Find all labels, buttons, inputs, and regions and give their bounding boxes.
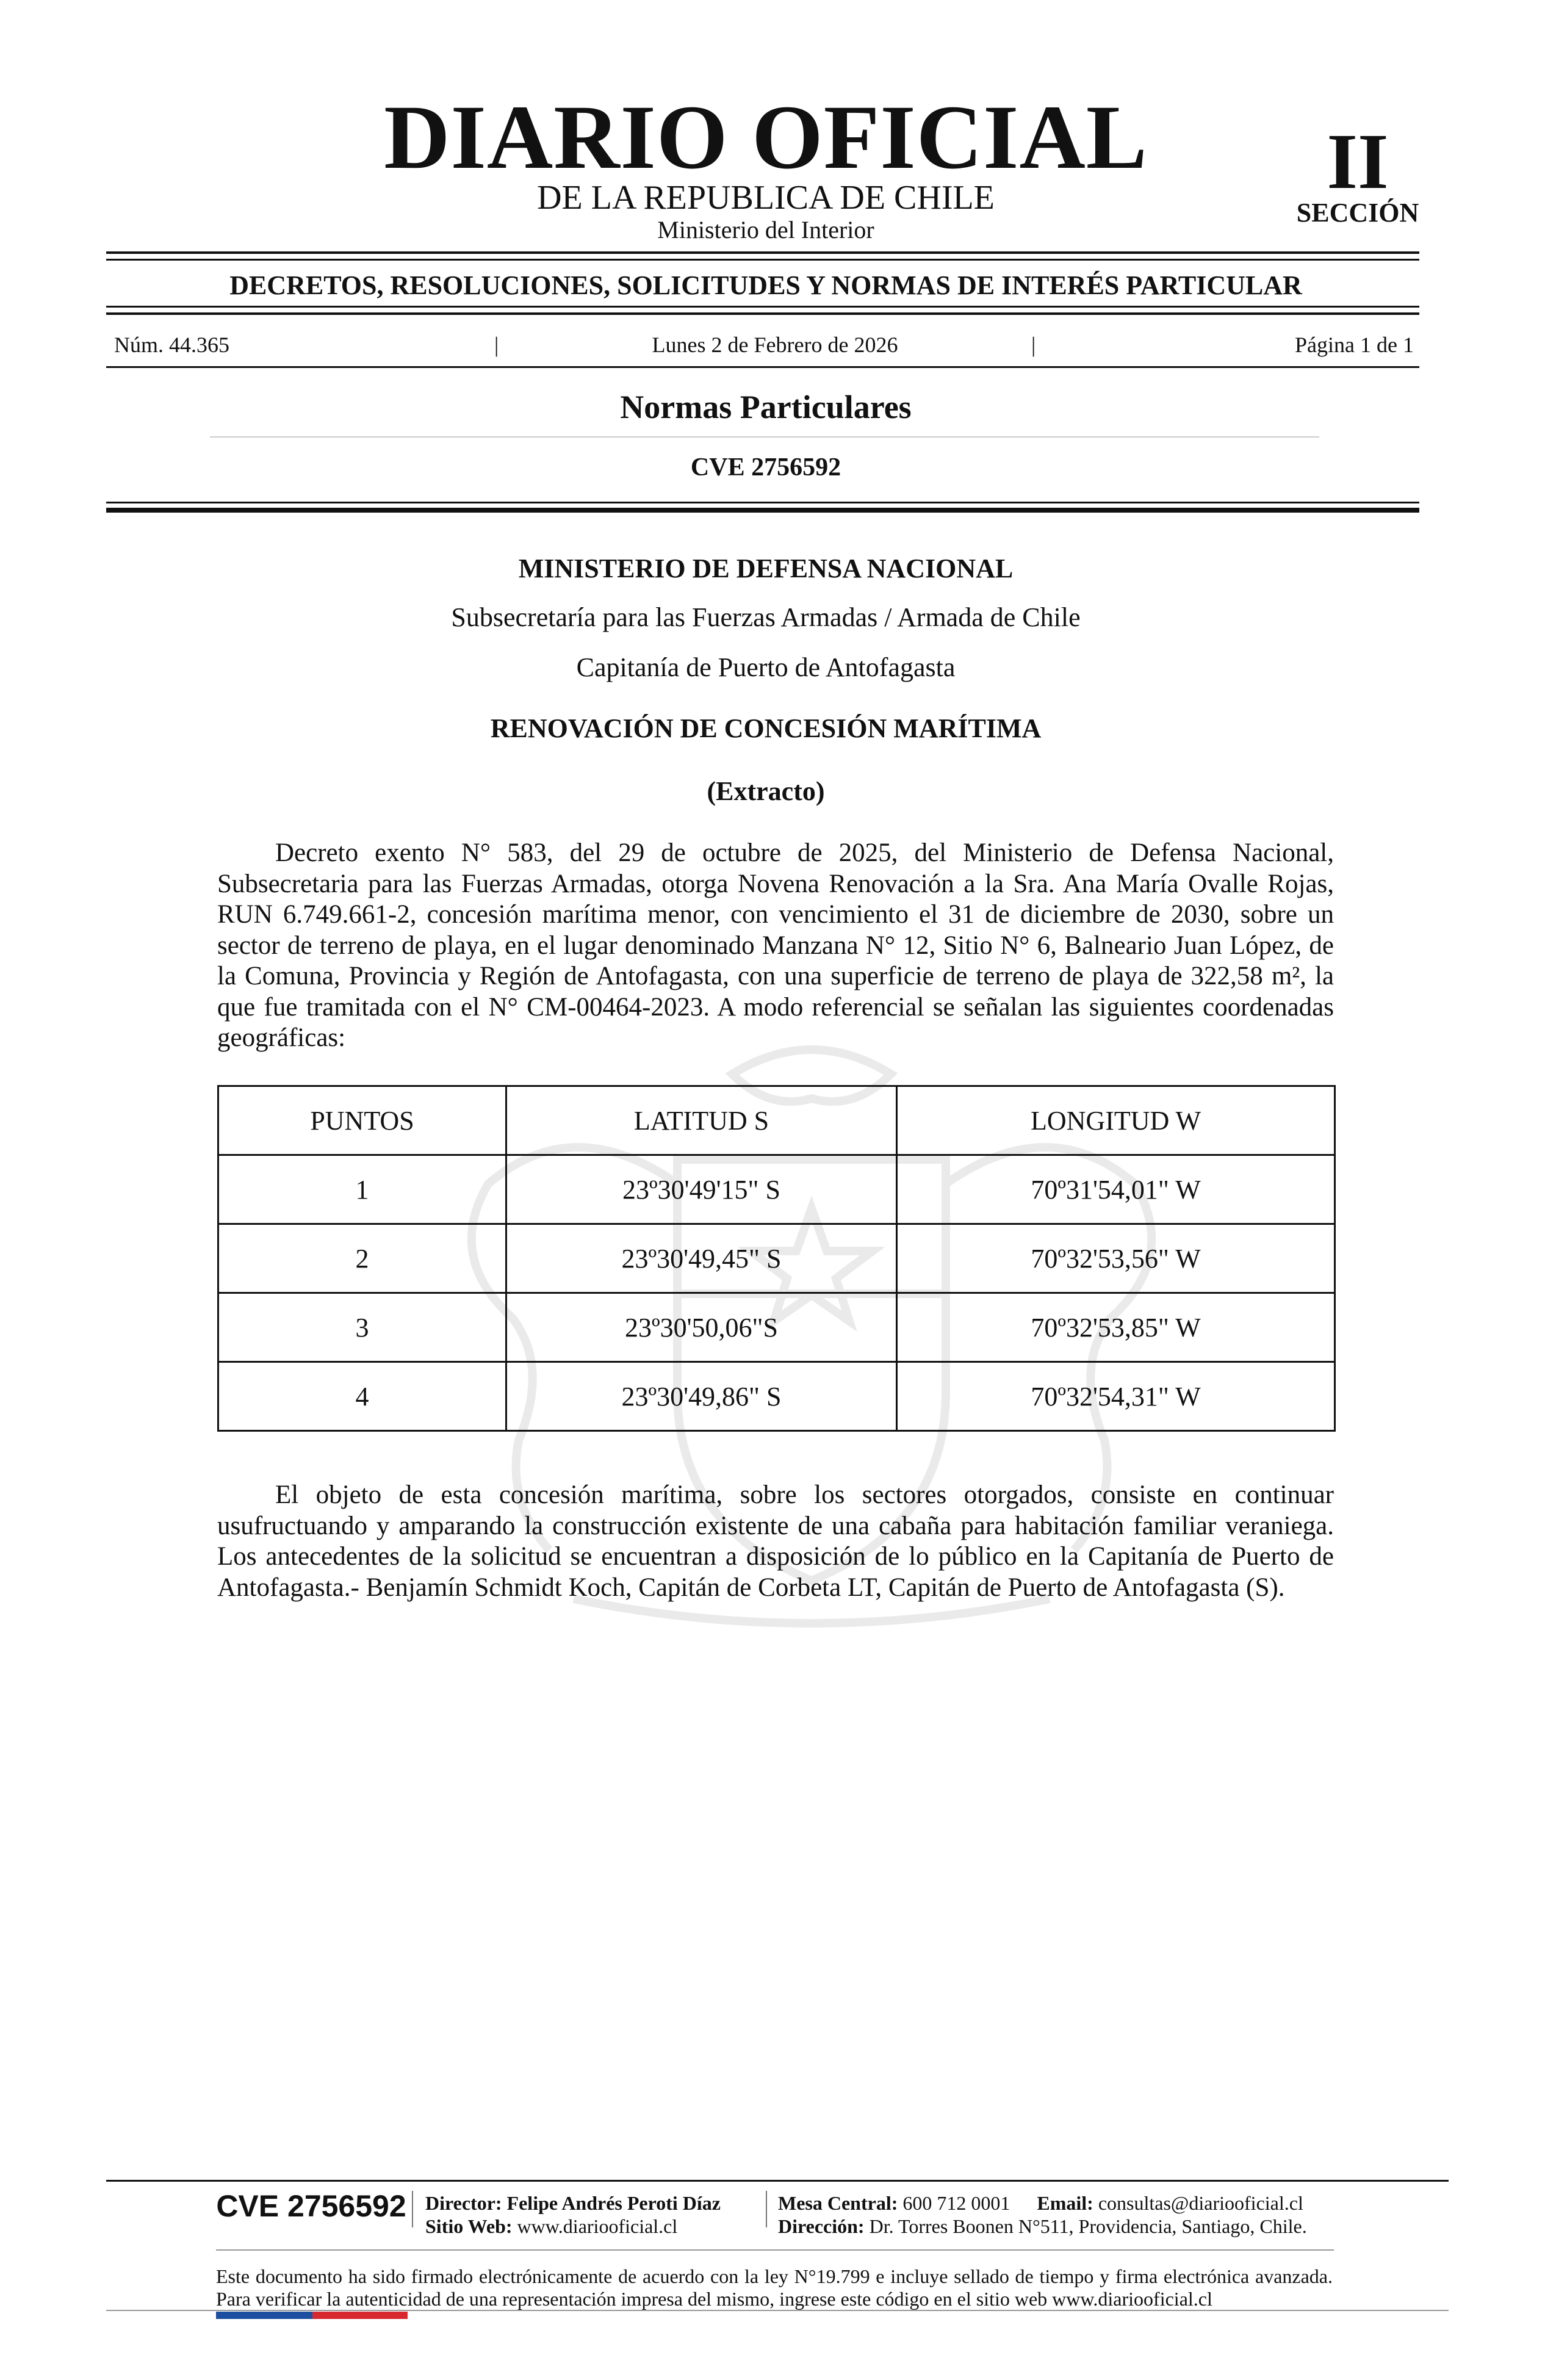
issue-date: Lunes 2 de Febrero de 2026 (652, 333, 898, 357)
table-cell: 23º30'49'15" S (506, 1155, 897, 1224)
table-cell: 70º32'53,56" W (897, 1224, 1335, 1293)
flag-stripe-red (312, 2312, 408, 2319)
footer-website-link[interactable]: www.diariooficial.cl (517, 2215, 678, 2237)
banner-rule-2 (106, 312, 1419, 315)
table-cell: 23º30'50,06"S (506, 1293, 897, 1362)
table-cell: 23º30'49,86" S (506, 1362, 897, 1431)
table-header-row (218, 1086, 1335, 1155)
footer-rule-middle (216, 2249, 1334, 2251)
masthead-title: DIARIO OFICIAL (384, 87, 1148, 188)
banner-title: DECRETOS, RESOLUCIONES, SOLICITUDES Y NORMAS DE INTERÉS PARTICULAR (229, 270, 1302, 300)
subsecretaria-heading: Subsecretaría para las Fuerzas Armadas / Armada de Chile (451, 602, 1081, 632)
info-rule (106, 366, 1419, 368)
footer-divider (412, 2191, 413, 2227)
footer-email-label: Email: (1037, 2192, 1093, 2214)
table-cell: 70º32'54,31" W (897, 1362, 1335, 1431)
footer-rule-bottom (106, 2310, 1449, 2311)
table-cell: 23º30'49,45" S (506, 1224, 897, 1293)
footer-legal-notice: Este documento ha sido firmado electrónicamente de acuerdo con la ley N°19.799 e incluye sellado de tiempo y firma electrónica avanzada. Para verificar la autenticidad de una representación impresa del mismo, ingrese este código en el sitio web www.diariooficial.cl (216, 2265, 1333, 2310)
table-row (218, 1293, 1335, 1362)
issue-number: Núm. 44.365 (114, 333, 229, 357)
footer-website-label: Sitio Web: (425, 2215, 513, 2237)
document-title: RENOVACIÓN DE CONCESIÓN MARÍTIMA (490, 713, 1042, 743)
footer-website (425, 2216, 677, 2236)
table-cell: 4 (218, 1362, 506, 1431)
footer-rule-top (106, 2180, 1449, 2182)
footer-address-label: Dirección: (778, 2215, 865, 2237)
footer-contact (778, 2193, 1303, 2213)
cve-code: CVE 2756592 (690, 453, 841, 481)
table-row (218, 1155, 1335, 1224)
table-row (218, 1362, 1335, 1431)
footer-address (778, 2216, 1307, 2236)
section-title: Normas Particulares (620, 389, 912, 425)
section-label: SECCIÓN (1296, 198, 1419, 228)
capitania-heading: Capitanía de Puerto de Antofagasta (576, 652, 956, 682)
masthead-subtitle: DE LA REPUBLICA DE CHILE (537, 179, 995, 217)
table-header-cell: LATITUD S (506, 1086, 897, 1155)
footer-divider (766, 2191, 767, 2227)
coordinates-table (217, 1085, 1336, 1432)
flag-stripe-blue (216, 2312, 312, 2319)
banner-rule-1 (106, 306, 1419, 308)
header-rule-top-1 (106, 251, 1419, 254)
footer-email-link[interactable]: consultas@diariooficial.cl (1098, 2192, 1303, 2214)
table-cell: 3 (218, 1293, 506, 1362)
footer-director-name: Felipe Andrés Peroti Díaz (506, 2192, 721, 2214)
footer-director (425, 2193, 721, 2213)
table-cell: 70º31'54,01" W (897, 1155, 1335, 1224)
footer-address-value: Dr. Torres Boonen N°511, Providencia, Santiago, Chile. (869, 2215, 1307, 2237)
body-paragraph-1: Decreto exento N° 583, del 29 de octubre de 2025, del Ministerio de Defensa Nacional, Subsecretaria para las Fuerzas Armadas, otorga Novena Renovación a la Sra. Ana María Ovalle Rojas, RUN 6.749.661-2, concesión marítima menor, con vencimiento el 31 de diciembre de 2030, sobre un sector de terreno de playa, en el lugar denominado Manzana N° 12, Sitio N° 6, Balneario Juan López, de la Comuna, Provincia y Región de Antofagasta, con una superficie de terreno de playa de 322,58 m², la que fue tramitada con el N° CM-00464-2023. A modo referencial se señalan las siguientes coordenadas geográficas: (217, 838, 1334, 1052)
footer-director-label: Director: (425, 2192, 502, 2214)
header-rule-top-2 (106, 259, 1419, 261)
table-header-cell: LONGITUD W (897, 1086, 1335, 1155)
footer-mesa-label: Mesa Central: (778, 2192, 898, 2214)
table-row (218, 1224, 1335, 1293)
body-paragraph-2: El objeto de esta concesión marítima, sobre los sectores otorgados, consiste en continuar usufructuando y amparando la construcción existente de una cabaña para habitación familiar veraniega. Los antecedentes de la solicitud se encuentran a disposición de lo público en la Capitanía de Puerto de Antofagasta.- Benjamín Schmidt Koch, Capitán de Corbeta LT, Capitán de Puerto de Antofagasta (S). (217, 1480, 1334, 1602)
page-indicator: Página 1 de 1 (1295, 333, 1414, 357)
section-title-underline (210, 436, 1319, 438)
ministry-heading: MINISTERIO DE DEFENSA NACIONAL (518, 554, 1014, 583)
table-cell: 2 (218, 1224, 506, 1293)
section-number: II (1327, 118, 1389, 206)
masthead-ministry: Ministerio del Interior (657, 216, 874, 243)
cve-rule-2 (106, 508, 1419, 513)
info-separator: | (494, 333, 499, 357)
info-separator: | (1031, 333, 1036, 357)
footer-mesa-phone: 600 712 0001 (902, 2192, 1010, 2214)
table-cell: 70º32'53,85" W (897, 1293, 1335, 1362)
table-cell: 1 (218, 1155, 506, 1224)
document-subtitle: (Extracto) (707, 776, 825, 806)
footer-cve-code: CVE 2756592 (216, 2189, 406, 2223)
table-header-cell: PUNTOS (218, 1086, 506, 1155)
cve-rule-1 (106, 502, 1419, 503)
